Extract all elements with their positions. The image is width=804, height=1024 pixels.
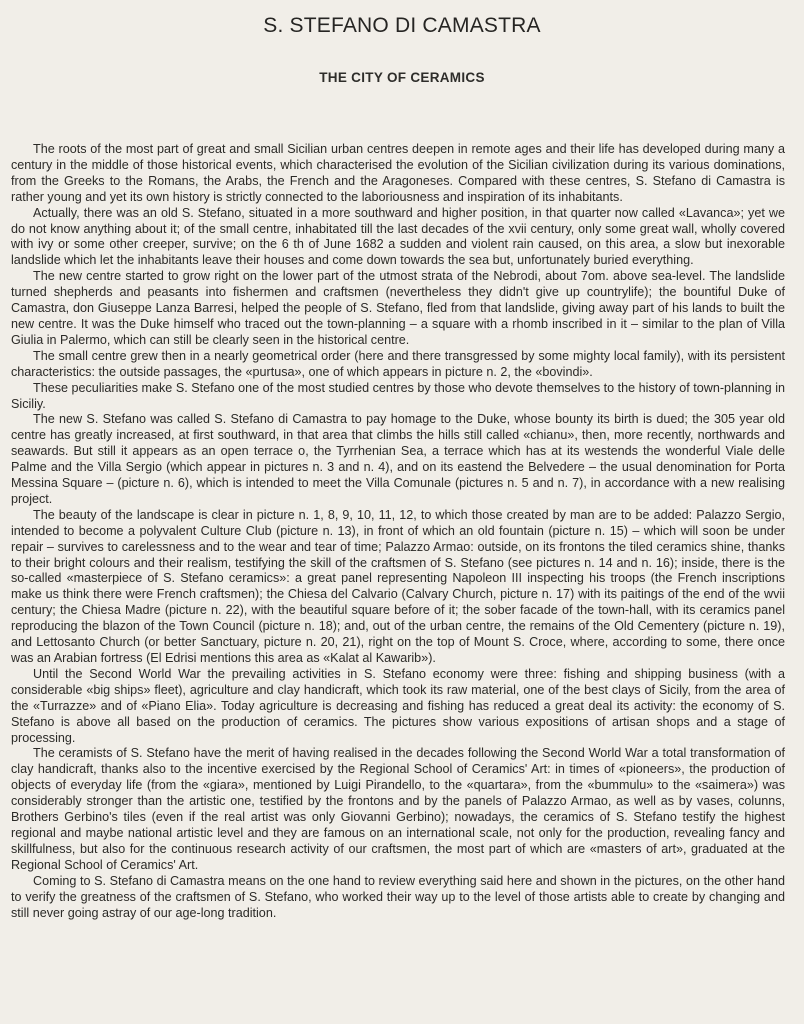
paragraph-geometrical-order: The small centre grew then in a nearly geometrical order (here and there transgressed by some mighty local family), with its persistent characteristics: the outside passages, the «purtusa», one of which appears in picture n. 2, the «bovindi». bbox=[11, 348, 785, 379]
paragraph-peculiarities: These peculiarities make S. Stefano one of the most studied centres by those who devote themselves to the history of town-planning in Siciliy. bbox=[11, 380, 785, 411]
paragraph-roots: The roots of the most part of great and small Sicilian urban centres deepen in remote ages and their life has developed during many a century in the middle of those historical events, which characterised the evolution of the Sicilian civilization during its various dominations, from the Greeks to the Romans, the Arabs, the French and the Aragoneses. Compared with these centres, S. Stefano di Camastra is rather young and yet its own history is strictly connected to the laboriousness and inspiration of its inhabitants. bbox=[11, 142, 785, 204]
body-text bbox=[11, 142, 785, 921]
paragraph-new-centre: The new centre started to grow right on the lower part of the utmost strata of the Nebrodi, about 7om. above sea-level. The landslide turned shepherds and peasants into fishermen and craftsmen (nevertheless they didn't give up countrylife); the bountiful Duke of Camastra, don Giuseppe Lanza Barresi, helped the people of S. Stefano, fled from that landslide, giving away part of his lands to built the new centre. It was the Duke himself who traced out the town-planning – a square with a rhomb inscribed in it – similar to the plan of Villa Giulia in Palermo, which can still be clearly seen in the historical centre. bbox=[11, 269, 785, 347]
page-subtitle: THE CITY OF CERAMICS bbox=[319, 70, 485, 85]
paragraph-ceramists: The ceramists of S. Stefano have the merit of having realised in the decades following the Second World War a total transformation of clay handicraft, thanks also to the incentive exercised by the Regional School of Ceramics' Art: in times of «pioneers», the production of objects of everyday life (from the «giara», mentioned by Luigi Pirandello, to the «quartara», from the «bummulu» to the «saimera») was considerably stronger than the artistic one, testified by the frontons and by the panels of Palazzo Armao, as well as by vases, colunns, Brothers Gerbino's tiles (even if the real artist was only Giovanni Gerbino); nowadays, the ceramics of S. Stefano testify the highest regional and maybe national artistic level and they are famous on an international scale, not only for the production, revealing fancy and skillfulness, but also for the continuous research activity of our craftsmen, the most part of which are «masters of art», graduated at the Regional School of Ceramics' Art. bbox=[11, 746, 785, 872]
paragraph-economy: Until the Second World War the prevailing activities in S. Stefano economy were three: fishing and shipping business (with a considerable «big ships» fleet), agriculture and clay handicraft, which took its raw material, one of the best clays of Sicily, from the area of the «Turrazze» and of «Piano Elia». Today agriculture is decreasing and fishing has reduced a great deal its activity: the economy of S. Stefano is above all based on the production of ceramics. The pictures show various expositions of artisan shops and a stage of processing. bbox=[11, 666, 785, 745]
paragraph-closing: Coming to S. Stefano di Camastra means on the one hand to review everything said here and shown in the pictures, on the other hand to verify the greatness of the craftsmen of S. Stefano, who worked their way up to the level of those artists able to create by changing and still never going astray of our age-long tradition. bbox=[11, 873, 785, 920]
page-title: S. STEFANO DI CAMASTRA bbox=[263, 14, 541, 37]
paragraph-old-stefano: Actually, there was an old S. Stefano, situated in a more southward and higher position, in that quarter now called «Lavanca»; yet we do not know anything about it; of the small centre, inhabitated till the last decades of the xvii century, only some great wall, wholly covered with ivy or some other creeper, survive; on the 6 th of June 1682 a sudden and violent rain caused, on this area, a slow but inexorable landslide which let the inhabitants leave their houses and come down towards the sea but, unfortunately buried everything. bbox=[11, 205, 785, 268]
paragraph-landscape: The beauty of the landscape is clear in picture n. 1, 8, 9, 10, 11, 12, to which those created by man are to be added: Palazzo Sergio, intended to become a polyvalent Culture Club (picture n. 13), in front of which an old fountain (picture n. 15) – which will soon be under repair – survives to carelessness and to the wear and tear of time; Palazzo Armao: outside, on its frontons the tiled ceramics shine, thanks to their bright colours and their realism, testifying the skill of the craftsmen of S. Stefano (see pictures n. 14 and n. 16); inside, there is the so-called «masterpiece of S. Stefano ceramics»: a great panel representing Napoleon III inspecting his troops (the French inscriptions make us think there were French craftsmen); the Chiesa del Calvario (Calvary Church, picture n. 17) with its paitings of the end of the wvii century; the Chiesa Madre (picture n. 22), with the beautiful square before of it; the sober facade of the town-hall, with its ceramics panel reproducing the blazon of the Town Council (picture n. 18); and, out of the urban centre, the remains of the Old Cementery (picture n. 19), and Lettosanto Church (or better Sanctuary, picture n. 20, 21), right on the top of Mount S. Croce, where, according to some, there once was an Arabian fortress (El Edrisi mentions this area as «Kalat al Kawarib»). bbox=[11, 507, 785, 665]
paragraph-camastra-name: The new S. Stefano was called S. Stefano di Camastra to pay homage to the Duke, whose bounty its birth is dued; the 305 year old centre has greatly increased, at first southward, in that area that climbs the hills still called «chianu», then, more recently, northwards and seawards. But still it appears as an open terrace o, the Tyrrhenian Sea, a terrace which has at its westends the wonderful Viale delle Palme and the Villa Sergio (which appear in pictures n. 3 and n. 4), and on its eastend the Belvedere – the usual denomination for Porta Messina Square – (picture n. 6), which is intended to meet the Villa Comunale (pictures n. 5 and n. 7), in accordance with a new realising project. bbox=[11, 412, 785, 506]
